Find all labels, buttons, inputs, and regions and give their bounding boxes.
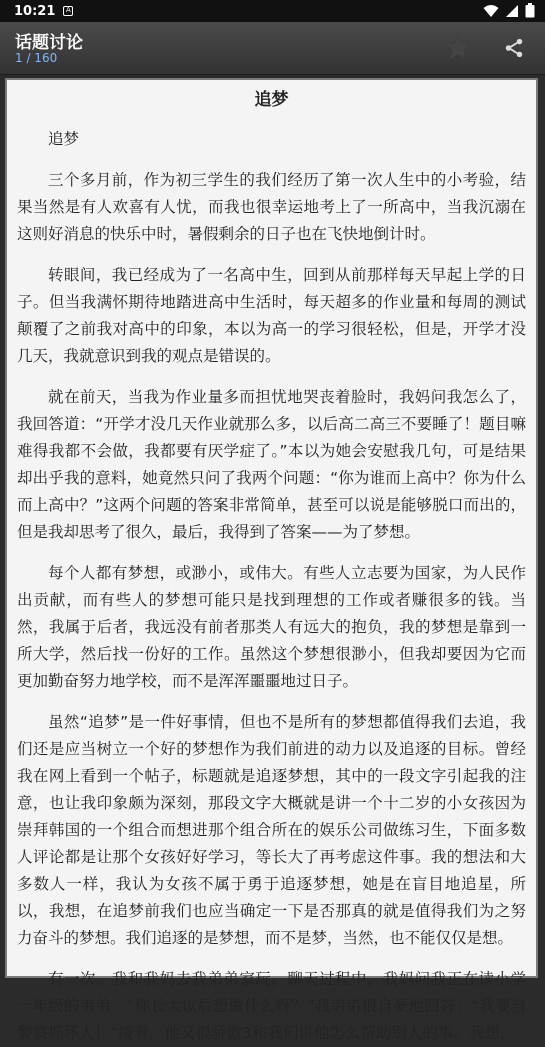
battery-icon — [525, 3, 535, 18]
status-bar — [0, 0, 545, 22]
article-paragraph: 虽然“追梦”是一件好事情，但也不是所有的梦想都值得我们去追，我们还是应当树立一个好的梦想作为我们前进的动力以及追逐的目标。曾经我在网上看到一个帖子，标题就是追逐梦想，其中的一段文字引起我的注意，也让我印象颇为深刻，那段文字大概就是讲一个十二岁的小女孩因为崇拜韩国的一个组合而想进那个组合所在的娱乐公司做练习生，下面多数人评论都是让那个女孩好好学习，等长大了再考虑这件事。我的想法和大多数人一样，我认为女孩不属于勇于追逐梦想，她是在盲目地追星，所以，我想，在追梦前我们也应当确定一下是否那真的就是值得我们为之努力奋斗的梦想。我们追逐的是梦想，而不是梦，当然，也不能仅仅是想。 — [17, 713, 526, 947]
notification-a-icon: A — [63, 6, 73, 16]
article-paragraph: 转眼间，我已经成为了一名高中生，回到从前那样每天早起上学的日子。但当我满怀期待地踏进高中生活时，每天超多的作业量和每周的测试颠覆了之前我对高中的印象，本以为高一的学习很轻松，但是，开学才没几天，我就意识到我的观点是错误的。 — [17, 266, 526, 365]
share-icon — [503, 37, 525, 59]
article-paragraph: 三个多月前，作为初三学生的我们经历了第一次人生中的小考验，结果当然是有人欢喜有人忧，而我也很幸运地考上了一所高中，当我沉溺在这则好消息的快乐中时，暑假剩余的日子也在飞快地倒计时。 — [17, 171, 526, 243]
share-button[interactable] — [498, 32, 530, 64]
page-title: 话题讨论 — [15, 33, 83, 53]
status-icons — [483, 3, 535, 18]
app-bar — [0, 22, 545, 75]
status-time: 10:21 — [14, 3, 56, 19]
article-paragraph: 每个人都有梦想，或渺小，或伟大。有些人立志要为国家，为人民作出贡献，而有些人的梦想可能只是找到理想的工作或者赚很多的钱。当然，我属于后者，我远没有前者那类人有远大的抱负，我的梦想是靠到一所大学，然后找一份好的工作。虽然这个梦想很渺小，但我却要因为它而更加勤奋努力地学校，而不是浑浑噩噩地过日子。 — [17, 564, 526, 690]
article-paragraph: 就在前天，当我为作业量多而担忧地哭丧着脸时，我妈问我怎么了，我回答道：“开学才没几天作业就那么多，以后高二高三不要睡了！题目嘛难得我都不会做，我都要有厌学症了。”本以为她会安慰我几句，可是结果却出乎我的意料，她竟然只问了我两个问题：“你为谁而上高中？你为什么而上高中？”这两个问题的答案非常简单，甚至可以说是能够脱口而出的，但是我却思考了很久，最后，我得到了答案——为了梦想。 — [17, 388, 526, 541]
signal-icon — [505, 4, 519, 18]
favorite-button[interactable] — [440, 30, 476, 66]
wifi-icon — [483, 4, 499, 18]
article-paragraph: 有一次，我和我妈去我弟弟家玩，聊天过程中，我妈问我正在读小学一年级的弟弟：“你长大以后想做什么呀？”我弟弟很自豪地回答：“我要当警察抓坏人！”接着，他又很骄傲3和我们讲他怎么帮助别人的事。我想， — [17, 970, 526, 1042]
article-content[interactable] — [5, 78, 538, 1042]
star-icon — [443, 33, 473, 63]
article-paragraph: 追梦 — [48, 130, 80, 148]
article-title: 追梦 — [254, 90, 289, 110]
page-counter: 1 / 160 — [15, 51, 58, 65]
